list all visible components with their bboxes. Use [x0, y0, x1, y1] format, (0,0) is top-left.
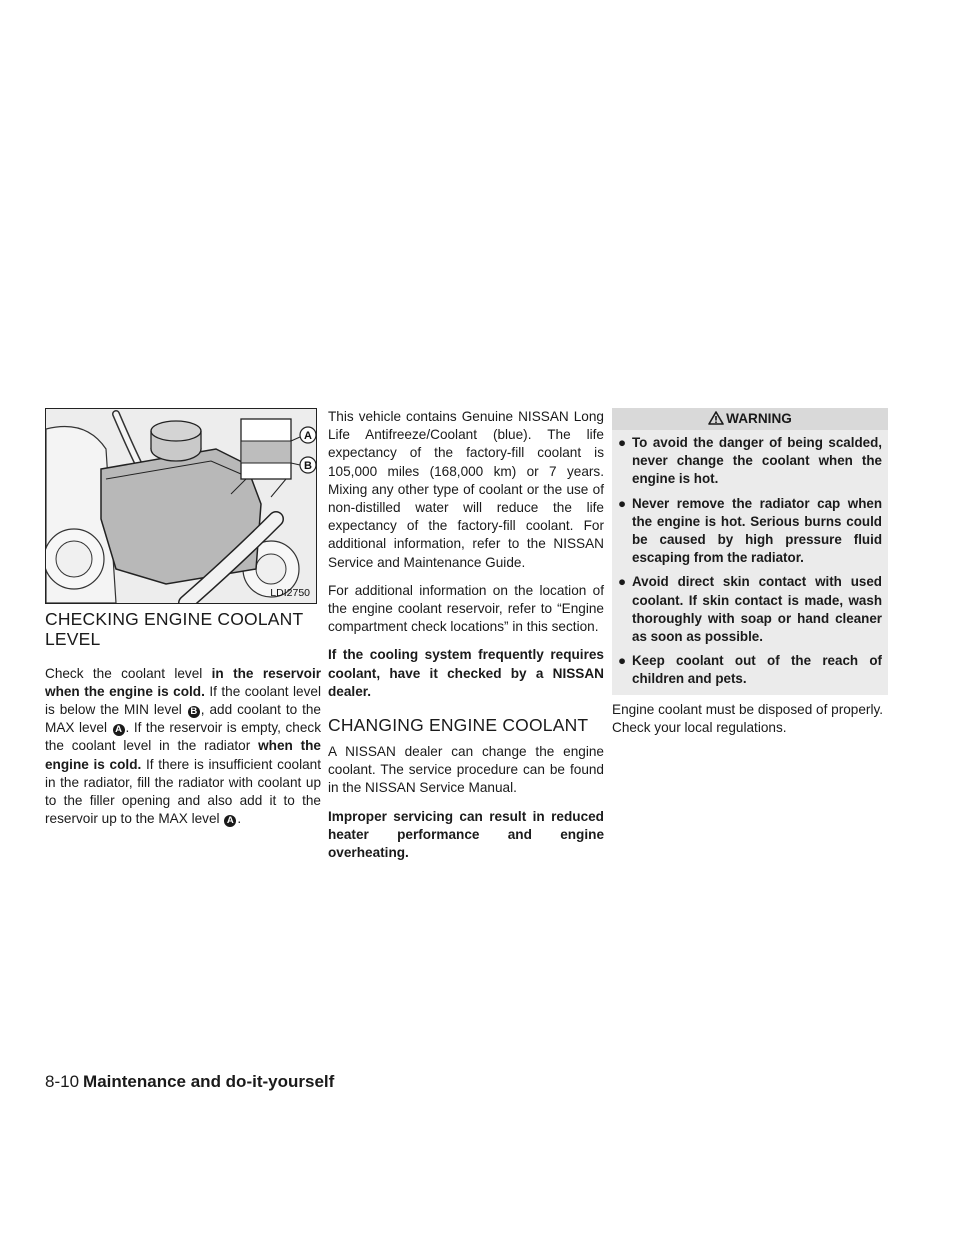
engine-bay-drawing	[46, 409, 316, 603]
page-footer	[45, 1072, 334, 1092]
label-b: B	[304, 460, 312, 472]
warning-column	[612, 408, 888, 747]
warning-body	[612, 430, 888, 695]
heading-checking-coolant: CHECKING ENGINE COOLANT LEVEL	[45, 609, 304, 649]
warning-item: ● Avoid direct skin contact with used coolant. If skin contact is made, wash thoroughly with soap or hand cleaner as soon as possible.	[618, 574, 882, 645]
warning-item: ● Keep coolant out of the reach of children and pets.	[618, 653, 882, 687]
coolant-info-paragraph: This vehicle contains Genuine NISSAN Long Life Antifreeze/Coolant (blue). The life expectancy of the factory-fill coolant is 105,000 miles (168,000 km) or 7 years. Mixing any other type of coolant or the use of non-distilled water will reduce the life expectancy of the factory-fill coolant. For additional information, refer to the NISSAN Service and Maintenance Guide.	[328, 409, 604, 570]
changing-coolant-paragraph: A NISSAN dealer can change the engine coolant. The service procedure can be found in the NISSAN Service Manual.	[328, 744, 604, 796]
coolant-reservoir-illustration	[45, 408, 317, 604]
disposal-paragraph: Engine coolant must be disposed of properly. Check your local regulations.	[612, 701, 884, 735]
heading-changing-coolant: CHANGING ENGINE COOLANT	[328, 715, 589, 736]
warning-header	[612, 408, 888, 430]
figure-code: LDI2750	[270, 587, 310, 599]
warning-list	[616, 434, 882, 689]
reservoir-location-paragraph: For additional information on the location of the engine coolant reservoir, refer to “Engine compartment check locations” in this section.	[328, 582, 604, 635]
ref-b-marker: B	[188, 706, 200, 718]
warning-box	[612, 408, 888, 695]
section-title: Maintenance and do-it-yourself	[83, 1072, 335, 1091]
page-number: 8-10	[45, 1072, 80, 1091]
ref-a-marker: A	[224, 815, 236, 827]
middle-column	[328, 408, 604, 872]
improper-servicing-note: Improper servicing can result in reduced heater performance and engine overheating.	[328, 808, 604, 861]
ref-a-marker: A	[113, 724, 125, 736]
label-a: A	[304, 430, 312, 442]
warning-title: WARNING	[726, 411, 792, 426]
frequent-coolant-note: If the cooling system frequently requires coolant, have it checked by a NISSAN dealer.	[328, 647, 604, 699]
warning-item: ● To avoid the danger of being scalded, never change the coolant when the engine is hot.	[618, 435, 882, 487]
checking-coolant-paragraph: Check the coolant level in the reservoir when the engine is cold. If the coolant level is below the MIN level B , add coolant to the MAX level A . If the reservoir is empty, check the coolant level in the radiator when the engine is cold. If there is insufficient coolant in the radiator, fill the radiator with coolant up to the filler opening and also add it to the reservoir up to the MAX level A .	[45, 665, 322, 827]
warning-item: ● Never remove the radiator cap when the engine is hot. Serious burns could be caused by high pressure fluid escaping from the radiator.	[618, 495, 882, 566]
warning-triangle-icon	[708, 411, 724, 425]
